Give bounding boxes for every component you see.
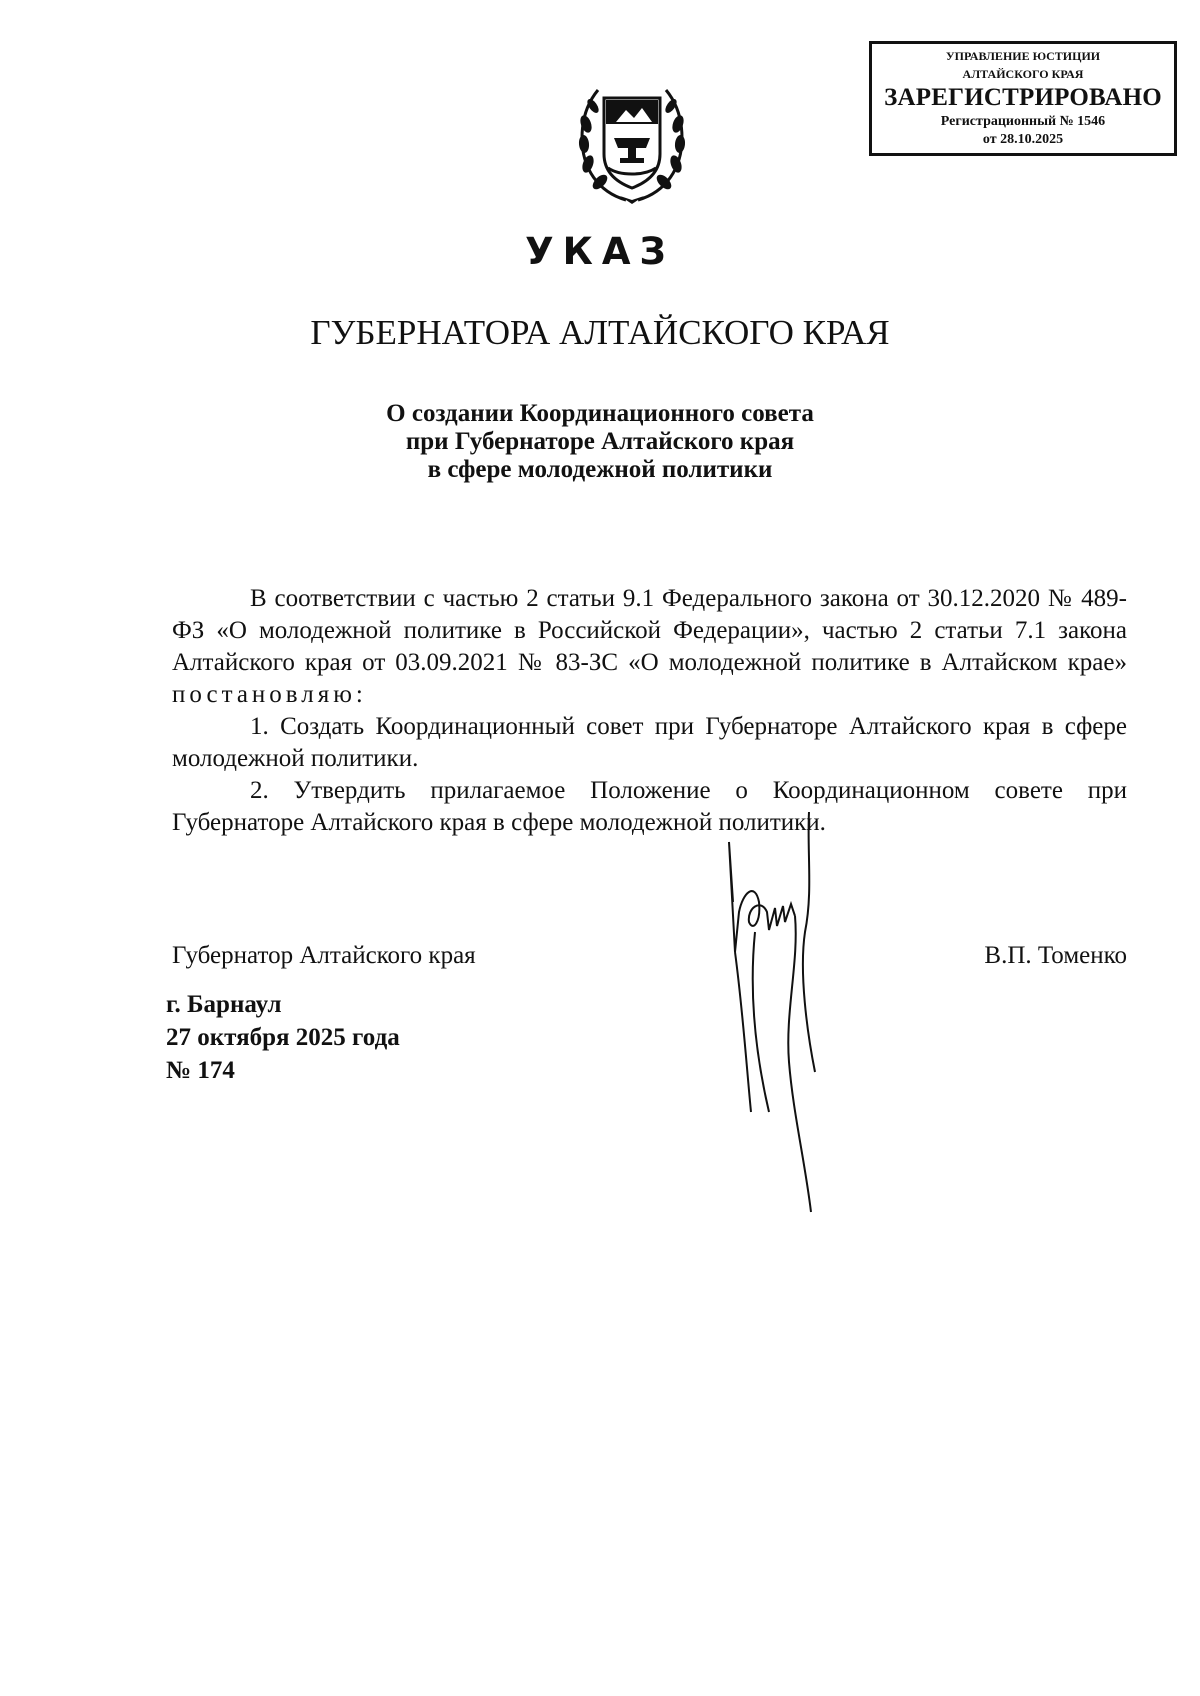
coat-of-arms-icon [576,72,688,207]
document-body [172,583,1127,839]
preamble-text: В соответствии с частью 2 статьи 9.1 Федерального закона от 30.12.2020 № 489-ФЗ «О молодежной политике в Российской Федерации», частью 2 статьи 7.1 закона Алтайского края от 03.09.2021 № 83-ЗС «О молодежной политике в Алтайском крае» [172,585,1127,676]
item-1: 1. Создать Координационный совет при Губернаторе Алтайского края в сфере молодежной политики. [172,713,1127,772]
footer-date: 27 октября 2025 года [166,1024,400,1051]
subject-line2: при Губернаторе Алтайского края [405,428,795,455]
stamp-reg-date: от 28.10.2025 [982,132,1064,147]
decree-word: постановляю: [172,681,367,708]
signatory-name: В.П. Томенко [984,942,1127,969]
subject-line1: О создании Координационного совета [386,400,814,427]
stamp-reg-number: Регистрационный № 1546 [940,114,1106,129]
document-type: УКАЗ [525,230,675,273]
footer-number: № 174 [166,1057,235,1084]
footer-city: г. Барнаул [166,991,282,1018]
document-subject [0,400,1200,484]
stamp-status: ЗАРЕГИСТРИРОВАНО [884,84,1162,111]
subject-line3: в сфере молодежной политики [427,456,773,483]
document-issuer: ГУБЕРНАТОРА АЛТАЙСКОГО КРАЯ [310,313,890,352]
handwritten-signature [715,812,875,1222]
item-2: 2. Утвердить прилагаемое Положение о Координационном совете при Губернаторе Алтайского края в сфере молодежной политики. [172,777,1127,836]
registration-stamp [869,41,1177,156]
stamp-org-line2: АЛТАЙСКОГО КРАЯ [962,67,1084,81]
preamble-paragraph [172,583,1127,711]
stamp-org-line1: УПРАВЛЕНИЕ ЮСТИЦИИ [945,49,1101,63]
signatory-position: Губернатор Алтайского края [172,942,476,969]
document-footer [166,988,400,1087]
